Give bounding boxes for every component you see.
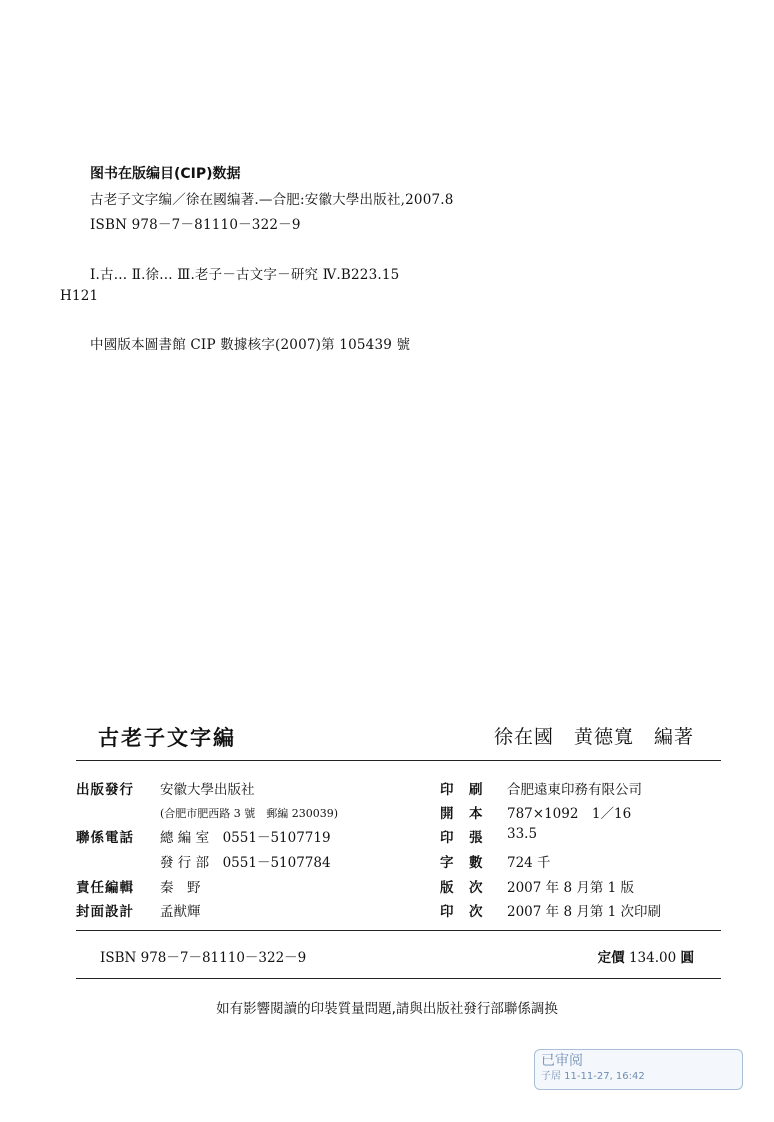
detail-label-publisher: 出版發行: [76, 782, 134, 798]
detail-value-printer: 合肥遠東印務有限公司: [507, 782, 642, 798]
detail-label-cover-design: 封面設計: [76, 904, 134, 920]
rule-middle: [76, 930, 721, 931]
detail-value-edition: 2007 年 8 月第 1 版: [507, 880, 634, 896]
detail-value-phone-distribution: 發 行 部 0551－5107784: [160, 855, 331, 871]
detail-value-sheets: 33.5: [507, 826, 538, 842]
detail-value-editor: 秦 野: [160, 880, 201, 896]
cip-line-verification: 中國版本圖書館 CIP 數據核字(2007)第 105439 號: [90, 337, 411, 353]
detail-label-printer: 印 刷: [440, 782, 484, 798]
book-authors: 徐在國 黄德寬 編著: [493, 726, 694, 748]
price-unit: 圓: [680, 950, 694, 966]
cip-line-isbn: ISBN 978－7－81110－322－9: [90, 217, 301, 233]
cip-line-classification: Ⅰ.古... Ⅱ.徐... Ⅲ.老子－古文字－研究 Ⅳ.B223.15: [90, 267, 400, 283]
cip-line-title: 古老子文字编／徐在國编著.—合肥:安徽大學出版社,2007.8: [90, 192, 454, 208]
review-stamp-status: 已审阅: [541, 1053, 583, 1069]
detail-label-editor: 責任編輯: [76, 880, 134, 896]
detail-label-format: 開 本: [440, 806, 484, 822]
cip-heading: 图书在版编目(CIP)数据: [90, 166, 241, 182]
detail-value-format: 787×1092 1／16: [507, 806, 632, 822]
detail-value-cover-design: 孟猷輝: [160, 904, 201, 920]
detail-value-publisher: 安徽大學出版社: [160, 782, 255, 798]
rule-top: [76, 760, 721, 761]
detail-label-phone: 聯係電話: [76, 830, 134, 846]
detail-value-word-count: 724 千: [507, 855, 551, 871]
detail-value-printing: 2007 年 8 月第 1 次印刷: [507, 904, 661, 920]
detail-value-address: (合肥市肥西路 3 號 郵編 230039): [160, 807, 339, 820]
rule-bottom: [76, 978, 721, 979]
isbn-footer: ISBN 978－7－81110－322－9: [100, 950, 307, 966]
detail-label-word-count: 字 數: [440, 855, 484, 871]
price-value: 134.00: [628, 950, 677, 966]
review-stamp[interactable]: [534, 1049, 743, 1090]
price-label: 定價: [597, 950, 625, 966]
detail-label-edition: 版 次: [440, 880, 484, 896]
detail-value-phone-editorial: 總 編 室 0551－5107719: [160, 830, 331, 846]
quality-notice: 如有影響閱讀的印裝質量問題,請與出版社發行部聯係調换: [216, 1001, 558, 1017]
book-title: 古老子文字編: [98, 726, 236, 750]
cip-line-h: H121: [60, 288, 99, 304]
detail-label-sheets: 印 張: [440, 830, 484, 846]
price: [598, 946, 694, 966]
detail-label-printing: 印 次: [440, 904, 484, 920]
review-stamp-meta: 子居 11-11-27, 16:42: [541, 1071, 645, 1082]
